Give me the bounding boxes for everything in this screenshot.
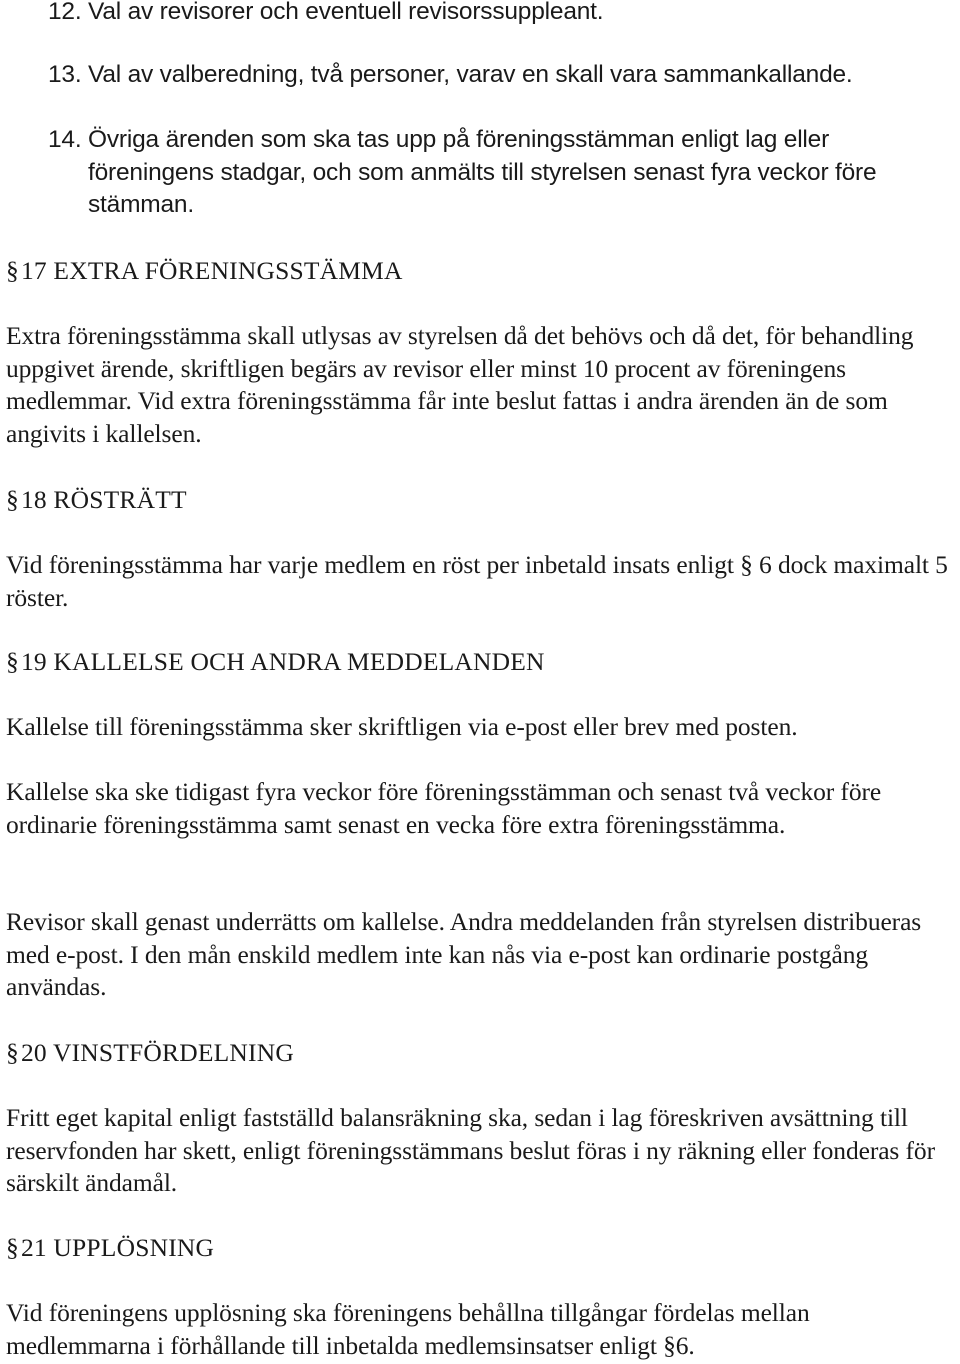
section-symbol: § [6,1038,19,1067]
section-title: 21 UPPLÖSNING [20,1233,215,1262]
list-item [48,59,953,92]
paragraph: Vid föreningsstämma har varje medlem en röst per inbetald insats enligt § 6 dock maximalt 5 röster. [6,550,948,612]
section-heading-17 [6,255,951,288]
paragraph: Fritt eget kapital enligt fastställd balansräkning ska, sedan i lag föreskriven avsättning till reservfonden har skett, enligt föreningsstämmans beslut föras i ny räkning eller fonderas för särskilt ändamål. [6,1103,935,1197]
section-symbol: § [6,1233,19,1262]
list-item-text: Val av revisorer och eventuell revisorssuppleant. [88,0,604,25]
section-title: 17 EXTRA FÖRENINGSSTÄMMA [20,256,403,285]
paragraph: Kallelse till föreningsstämma sker skriftligen via e-post eller brev med posten. [6,712,798,741]
list-item-number: 14. [48,126,82,153]
section-heading-21 [6,1232,951,1265]
paragraph: Vid föreningens upplösning ska föreningens behållna tillgångar fördelas mellan medlemmarna i förhållande till inbetalda medlemsinsatser enligt §6. [6,1298,810,1360]
section-title: 19 KALLELSE OCH ANDRA MEDDELANDEN [20,647,545,676]
section-symbol: § [6,647,19,676]
section-symbol: § [6,256,19,285]
list-item-text: Val av valberedning, två personer, varav en skall vara sammankallande. [88,61,853,88]
section-title: 18 RÖSTRÄTT [20,485,187,514]
paragraph: Kallelse ska ske tidigast fyra veckor före föreningsstämman och senast två veckor före ordinarie föreningsstämma samt senast en vecka före extra föreningsstämma. [6,777,882,839]
section-title: 20 VINSTFÖRDELNING [20,1038,294,1067]
section-heading-20 [6,1037,951,1070]
section-heading-18 [6,484,951,517]
paragraph: Revisor skall genast underrätts om kallelse. Andra meddelanden från styrelsen distribueras med e-post. I den mån enskild medlem inte kan nås via e-post kan ordinarie postgång användas. [6,907,922,1001]
list-item [48,0,953,29]
section-heading-19 [6,646,951,679]
paragraph: Extra föreningsstämma skall utlysas av styrelsen då det behövs och då det, för behandling uppgivet ärende, skriftligen begärs av revisor eller minst 10 procent av föreningens medlemmar. Vid extra föreningsstämma får inte beslut fattas i andra ärenden än de som angivits i kallelsen. [6,321,914,448]
list-item-number: 13. [48,61,82,88]
section-symbol: § [6,485,19,514]
list-item [48,124,953,222]
list-item-text: Övriga ärenden som ska tas upp på föreningsstämman enligt lag eller föreningens stadgar, och som anmälts till styrelsen senast fyra veckor före stämman. [88,126,877,218]
list-item-number: 12. [48,0,82,25]
